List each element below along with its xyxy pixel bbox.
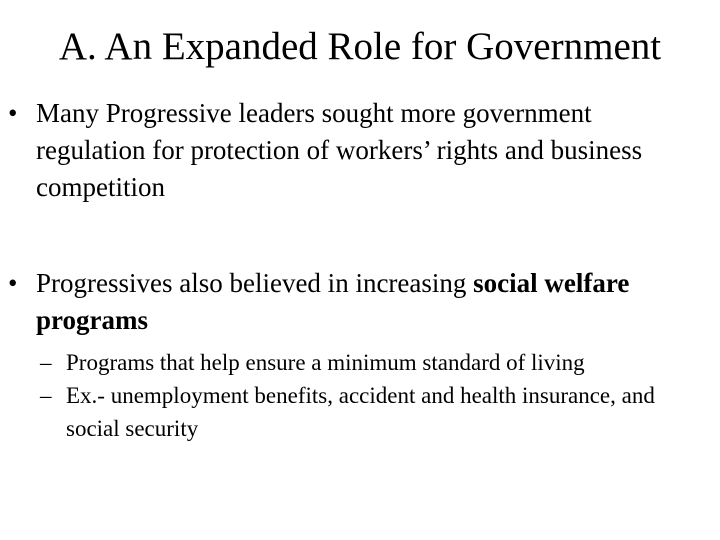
sub-bullet (40, 379, 710, 445)
bullet-marker: • (8, 98, 18, 128)
bullet-marker: • (8, 268, 18, 298)
sub-bullet-marker: – (40, 383, 52, 408)
bullet-row (6, 265, 706, 339)
bullet-row (6, 95, 706, 206)
slide-title: A. An Expanded Role for Government (58, 25, 662, 68)
sub-bullet-list (40, 346, 710, 445)
sub-bullet-text: Ex.- unemployment benefits, accident and health insurance, and social security (66, 383, 655, 441)
bullet-text-plain: Progressives also believed in increasing (36, 268, 474, 298)
sub-bullet (40, 346, 710, 379)
bullet-text (36, 265, 706, 339)
sub-bullet-text: Programs that help ensure a minimum standard of living (66, 350, 585, 375)
bullet-1 (6, 95, 706, 206)
bullet-text-bold: social welfare programs (36, 268, 630, 335)
bullet-2 (6, 265, 706, 339)
bullet-text: Many Progressive leaders sought more government regulation for protection of workers’ rights and business competition (36, 98, 643, 202)
sub-bullet-marker: – (40, 350, 52, 375)
